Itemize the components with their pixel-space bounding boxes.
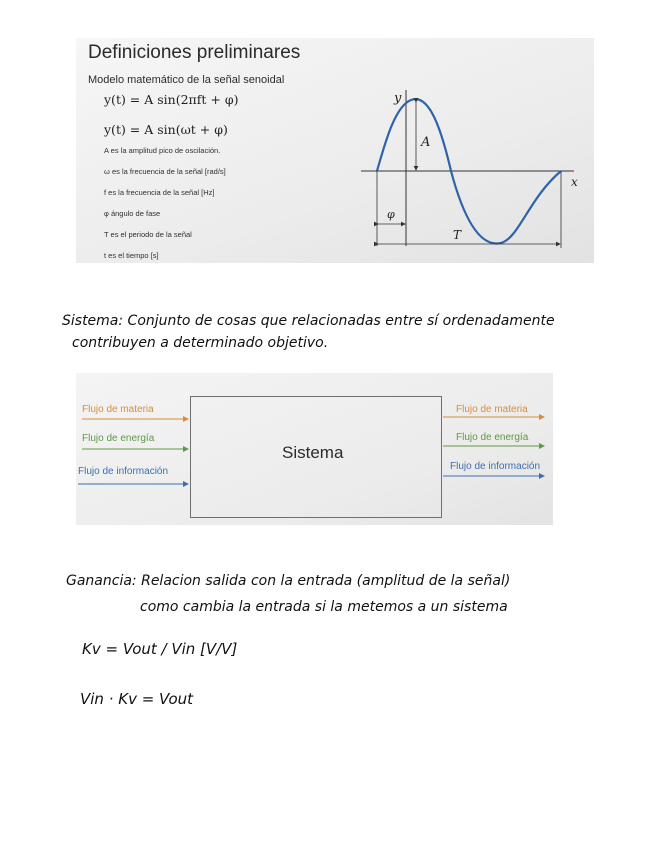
sistema-line-2: contribuyen a determinado objetivo. (72, 335, 329, 351)
system-diagram-photo (76, 373, 553, 525)
definitions-slide-photo (76, 38, 594, 263)
definition-phase: φ ángulo de fase (104, 209, 161, 218)
slide-title: Definiciones preliminares (88, 42, 301, 63)
gain-product-formula: Vin · Kv = Vout (80, 690, 194, 708)
equation-frequency-form: y(t) = A sin(2πft + φ) (104, 92, 239, 107)
equation-angular-form: y(t) = A sin(ωt + φ) (104, 122, 228, 137)
input-flow-informacion-label: Flujo de información (78, 466, 169, 477)
y-axis-label: y (394, 91, 402, 106)
phase-label: φ (387, 208, 395, 221)
system-box-label: Sistema (282, 443, 344, 462)
sine-wave-graph (361, 38, 594, 263)
ganancia-line-1: Ganancia: Relacion salida con la entrada (amplitud de la señal) (66, 573, 511, 589)
flow-arrows (76, 373, 553, 525)
x-axis-label: x (571, 175, 578, 189)
sistema-line-1: Sistema: Conjunto de cosas que relacionadas entre sí ordenadamente (62, 313, 555, 329)
definition-amplitude: A es la amplitud pico de oscilación. (104, 146, 221, 155)
definition-frequency: f es la frecuencia de la señal [Hz] (104, 188, 215, 197)
ganancia-line-2: como cambia la entrada si la metemos a un sistema (140, 599, 508, 615)
slide-subtitle: Modelo matemático de la señal senoidal (88, 74, 285, 86)
definition-angular-frequency: ω es la frecuencia de la señal [rad/s] (104, 167, 226, 176)
definition-period: T es el periodo de la señal (104, 230, 192, 239)
output-flow-informacion-label: Flujo de información (450, 461, 541, 472)
definition-time: t es el tiempo [s] (104, 251, 159, 260)
amplitude-label: A (421, 135, 431, 150)
period-label: T (453, 228, 462, 242)
output-flow-materia-label: Flujo de materia (456, 404, 528, 415)
input-flow-energia-label: Flujo de energía (82, 433, 155, 444)
handwriting-sistema (62, 313, 555, 351)
output-flow-energia-label: Flujo de energía (456, 432, 529, 443)
gain-formula: Kv = Vout / Vin [V/V] (82, 640, 238, 658)
input-flow-materia-label: Flujo de materia (82, 404, 154, 415)
